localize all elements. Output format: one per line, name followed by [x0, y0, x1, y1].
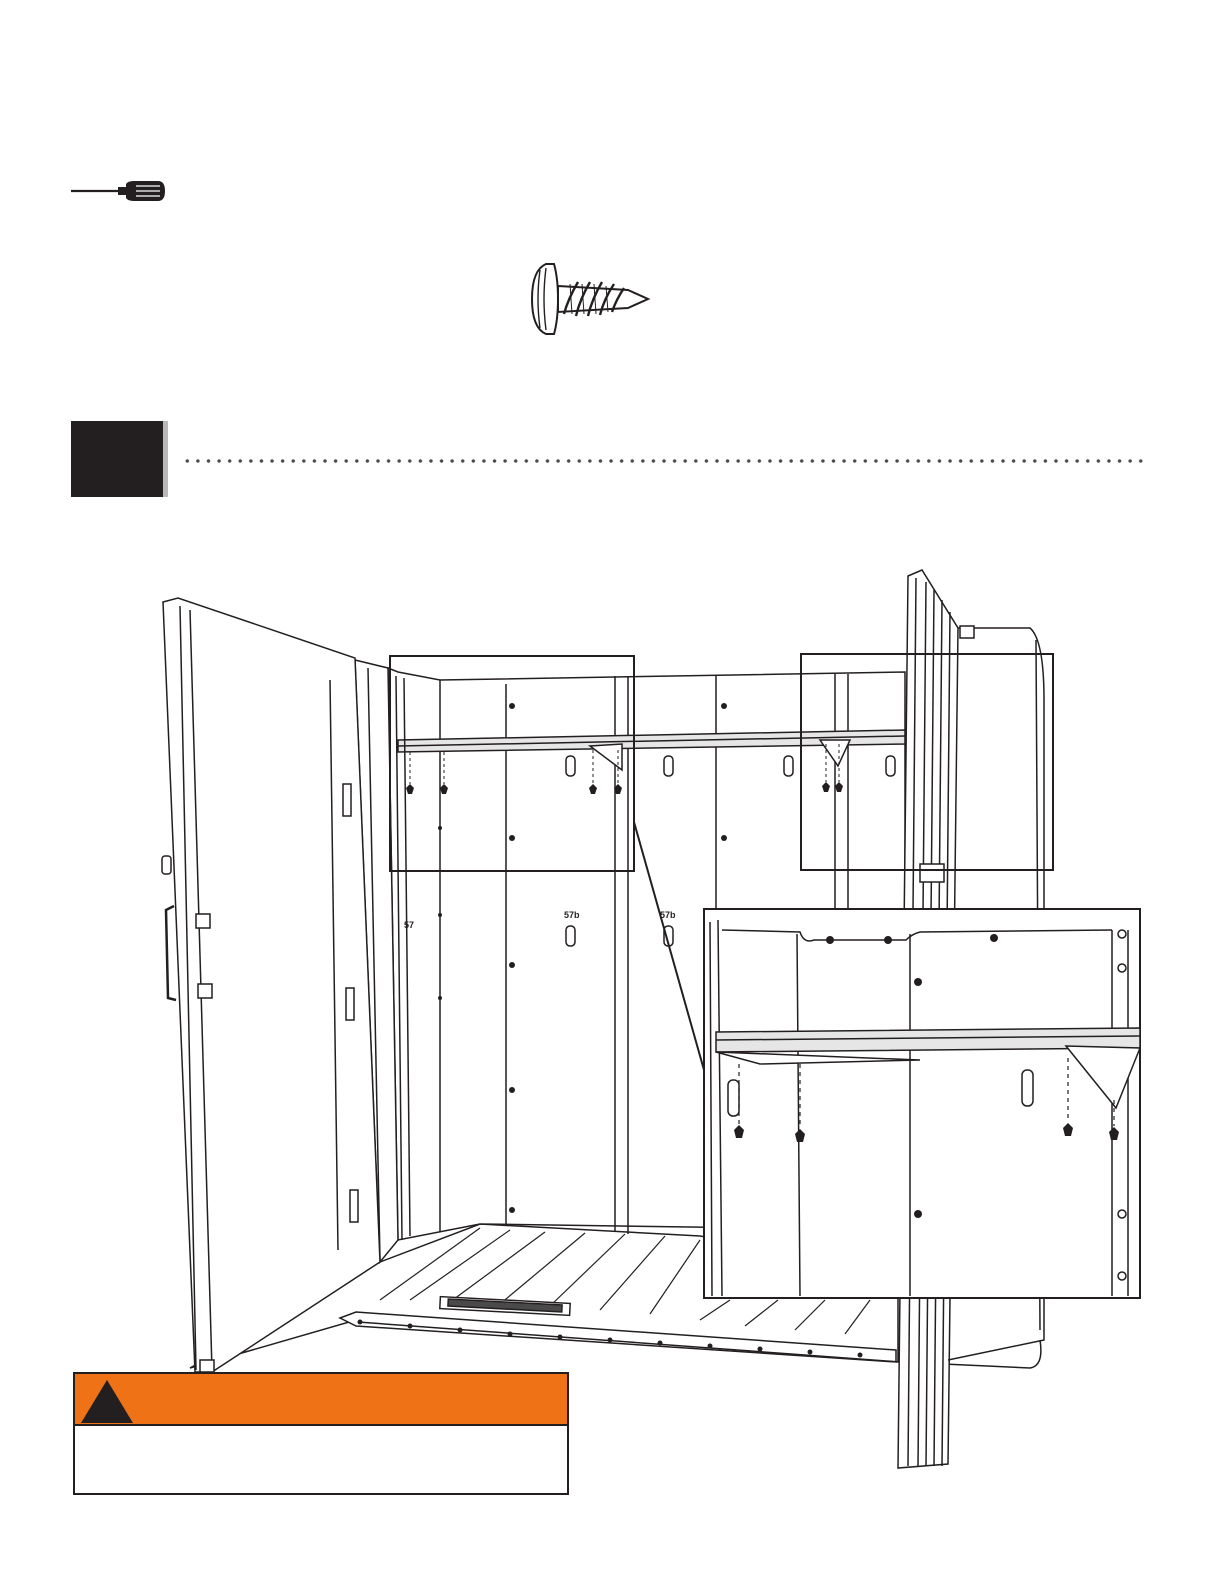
panel-label-left: 57b — [564, 910, 580, 920]
step-number-badge — [71, 421, 163, 497]
left-door — [162, 598, 380, 1372]
step-divider — [182, 458, 1144, 464]
panel-label-side: 57 — [404, 920, 415, 930]
warning-triangle-icon — [79, 1378, 135, 1424]
panel-label-right: 57b — [660, 910, 676, 920]
warning-box — [73, 1372, 569, 1495]
warning-header — [75, 1374, 567, 1426]
screwdriver-icon — [68, 178, 168, 204]
self-tapping-screw-icon — [528, 260, 652, 338]
shed-shelf-assembly-illustration — [150, 560, 1150, 1475]
zoomed-detail-inset — [704, 909, 1140, 1298]
